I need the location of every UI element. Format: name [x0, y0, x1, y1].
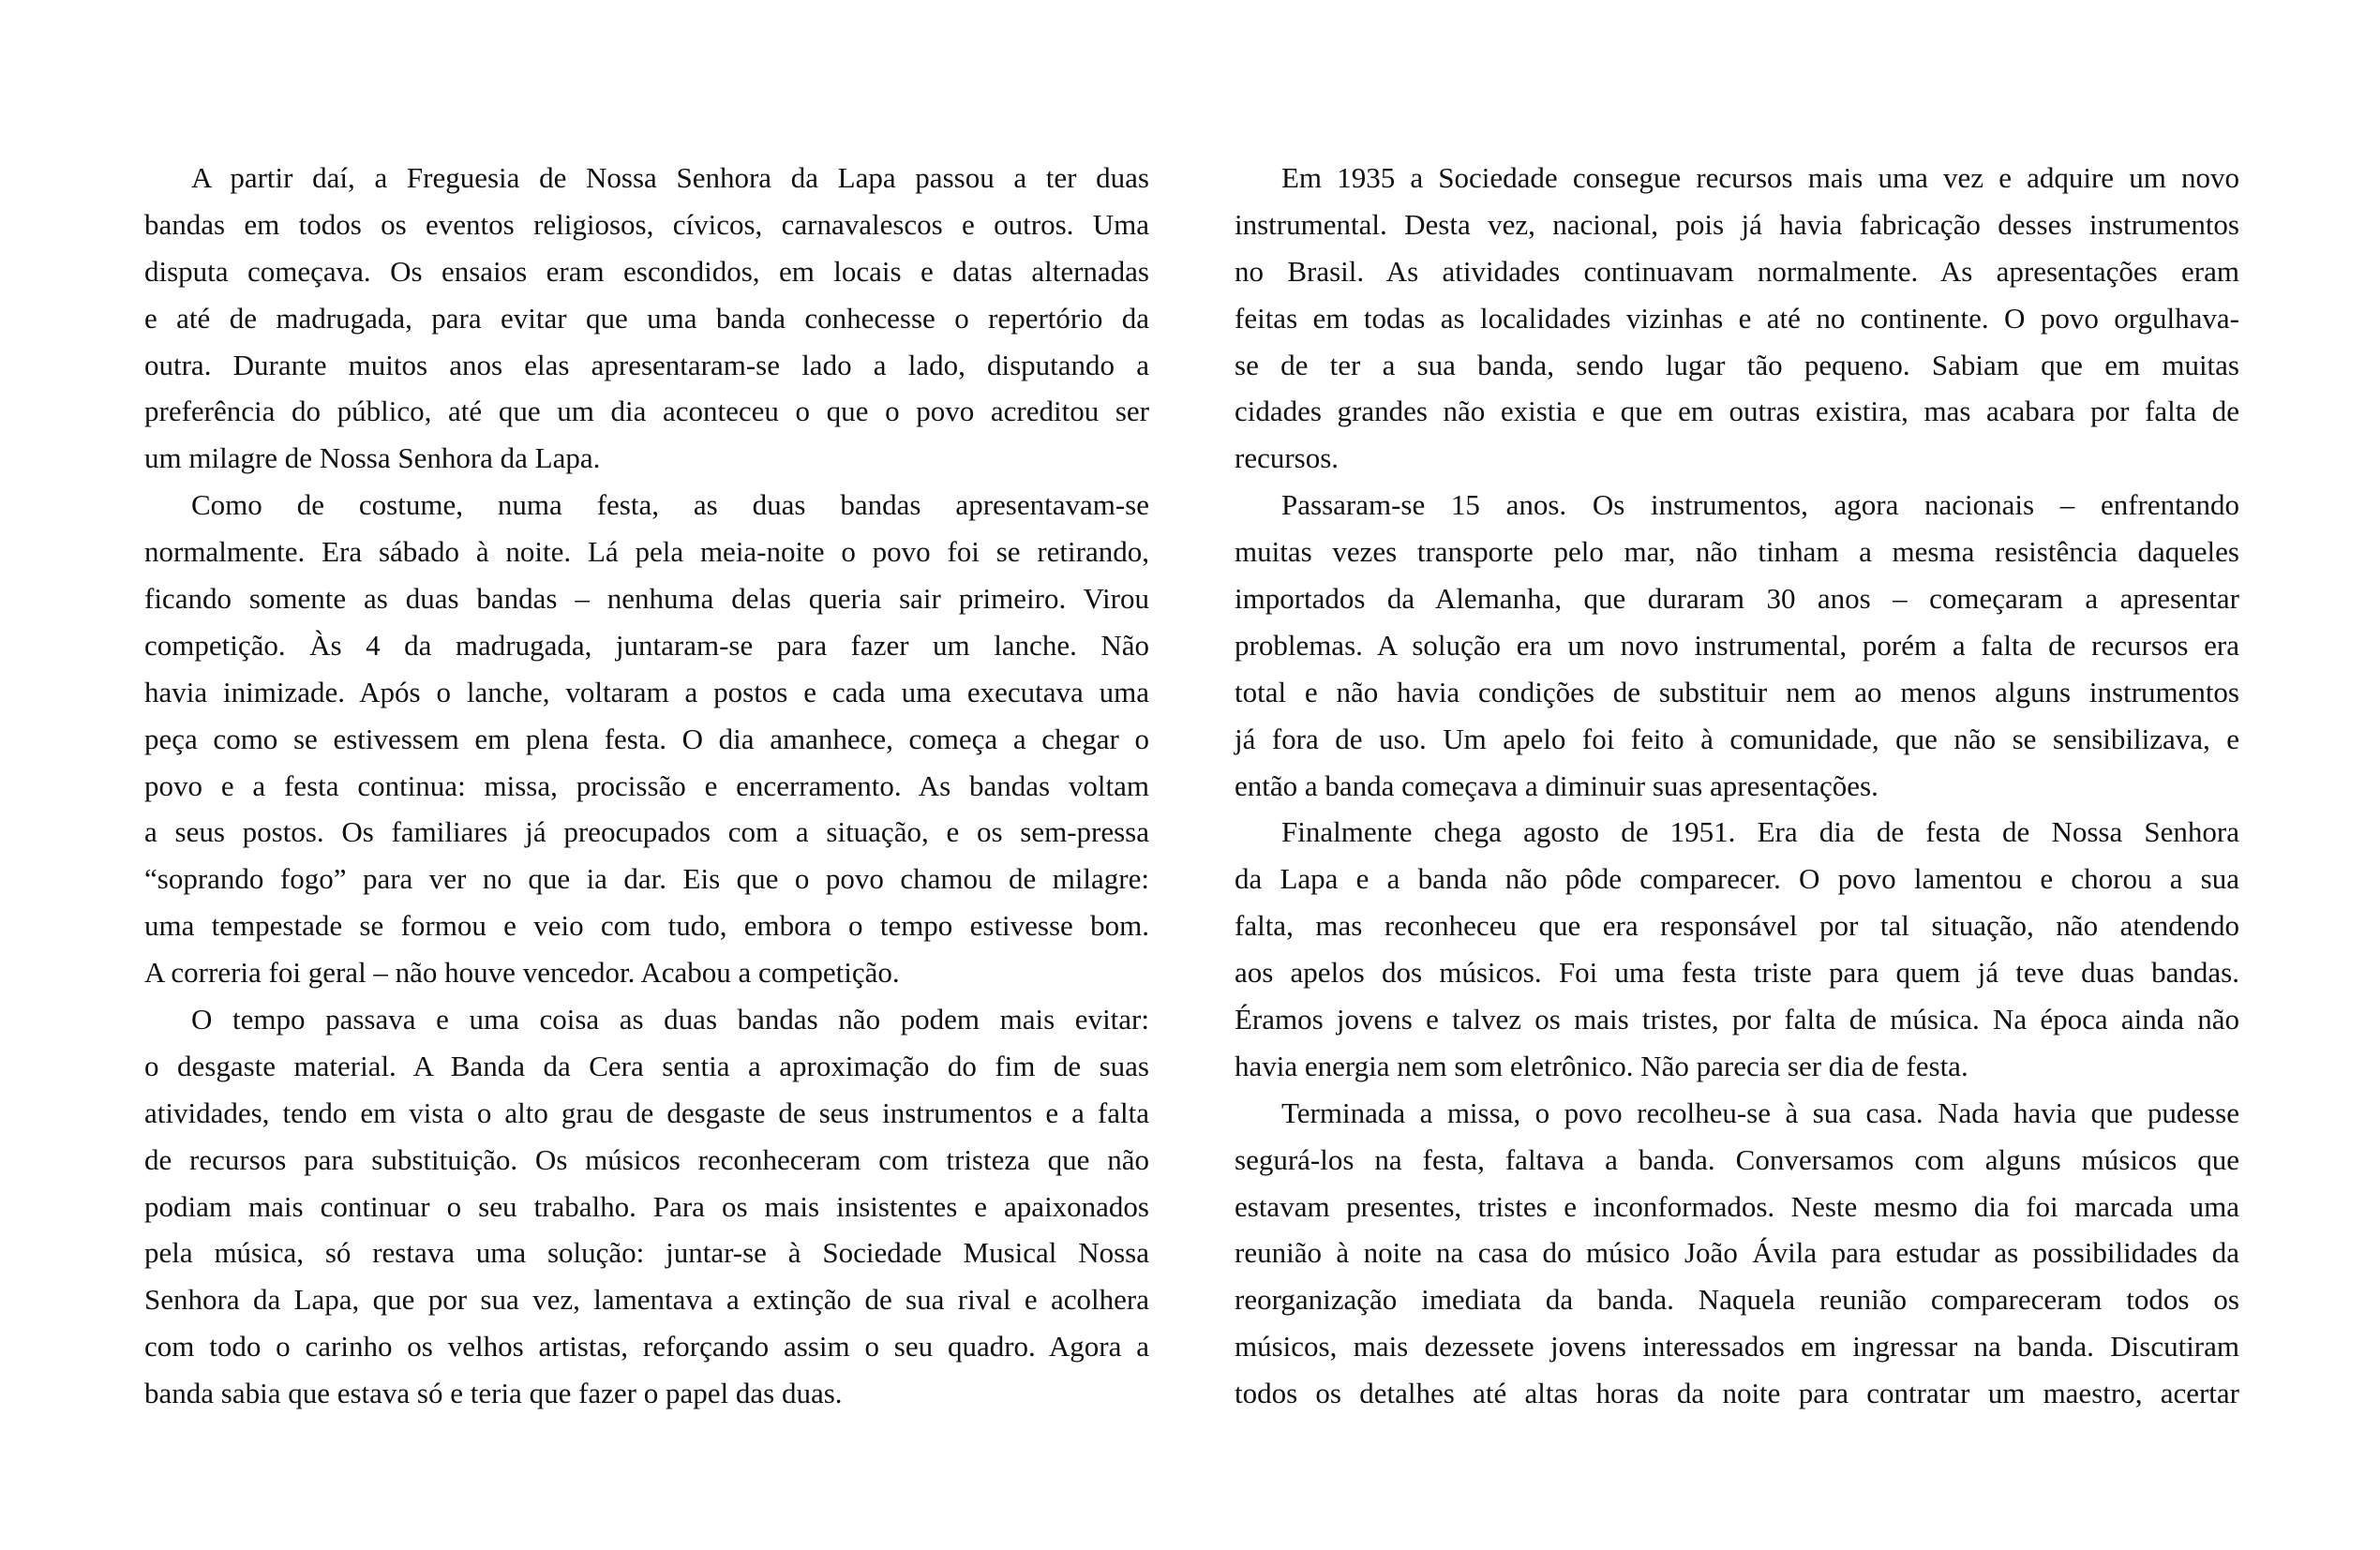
text-line: aos apelos dos músicos. Foi uma festa triste para quem já teve duas bandas.	[1235, 956, 2239, 990]
text-line: estavam presentes, tristes e inconformados. Neste mesmo dia foi marcada uma	[1235, 1189, 2239, 1223]
text-line: total e não havia condições de substituir nem ao menos alguns instrumentos	[1235, 675, 2239, 708]
text-line: Como de costume, numa festa, as duas bandas apresentavam-se	[191, 488, 1149, 522]
text-line: atividades, tendo em vista o alto grau de desgaste de seus instrumentos e a falta	[144, 1095, 1149, 1129]
right-page-column	[1235, 155, 2239, 1417]
text-line: disputa começava. Os ensaios eram escondidos, em locais e datas alternadas	[144, 254, 1149, 288]
text-line: um milagre de Nossa Senhora da Lapa.	[144, 441, 601, 475]
text-line: competição. Às 4 da madrugada, juntaram-se para fazer um lanche. Não	[144, 628, 1149, 662]
paragraph	[144, 482, 1149, 996]
text-line: se de ter a sua banda, sendo lugar tão pequeno. Sabiam que em muitas	[1235, 348, 2239, 381]
text-line: problemas. A solução era um novo instrumental, porém a falta de recursos era	[1235, 628, 2239, 662]
paragraph	[1235, 482, 2239, 809]
text-line: peça como se estivessem em plena festa. O dia amanhece, começa a chegar o	[144, 722, 1149, 755]
paragraph	[144, 996, 1149, 1417]
paragraph	[1235, 1090, 2239, 1417]
text-line: todos os detalhes até altas horas da noite para contratar um maestro, acertar	[1235, 1377, 2239, 1410]
text-line: “soprando fogo” para ver no que ia dar. Eis que o povo chamou de milagre:	[144, 862, 1149, 896]
text-line: normalmente. Era sábado à noite. Lá pela meia-noite o povo foi se retirando,	[144, 535, 1149, 569]
text-line: Passaram-se 15 anos. Os instrumentos, agora nacionais – enfrentando	[1281, 488, 2239, 522]
text-line: bandas em todos os eventos religiosos, cívicos, carnavalescos e outros. Uma	[144, 207, 1149, 241]
paragraph	[1235, 809, 2239, 1089]
text-line: a seus postos. Os familiares já preocupados com a situação, e os sem-pressa	[144, 815, 1149, 849]
text-line: pela música, só restava uma solução: juntar-se à Sociedade Musical Nossa	[144, 1236, 1149, 1270]
text-line: o desgaste material. A Banda da Cera sentia a aproximação do fim de suas	[144, 1049, 1149, 1082]
left-page-column	[144, 155, 1149, 1417]
text-line: com todo o carinho os velhos artistas, reforçando assim o seu quadro. Agora a	[144, 1330, 1149, 1364]
paragraph	[144, 155, 1149, 482]
text-line: havia energia nem som eletrônico. Não parecia ser dia de festa.	[1235, 1049, 1968, 1082]
text-line: muitas vezes transporte pelo mar, não tinham a mesma resistência daqueles	[1235, 535, 2239, 569]
text-line: O tempo passava e uma coisa as duas bandas não podem mais evitar:	[191, 1003, 1149, 1036]
text-line: banda sabia que estava só e teria que fazer o papel das duas.	[144, 1377, 843, 1410]
text-line: no Brasil. As atividades continuavam normalmente. As apresentações eram	[1235, 254, 2239, 288]
text-line: uma tempestade se formou e veio com tudo, embora o tempo estivesse bom.	[144, 909, 1149, 943]
text-line: segurá-los na festa, faltava a banda. Conversamos com alguns músicos que	[1235, 1142, 2239, 1176]
text-line: outra. Durante muitos anos elas apresentaram-se lado a lado, disputando a	[144, 348, 1149, 381]
text-line: preferência do público, até que um dia aconteceu o que o povo acreditou ser	[144, 395, 1149, 428]
text-line: já fora de uso. Um apelo foi feito à comunidade, que não se sensibilizava, e	[1235, 722, 2239, 755]
text-line: importados da Alemanha, que duraram 30 anos – começaram a apresentar	[1235, 582, 2239, 616]
text-line: Terminada a missa, o povo recolheu-se à sua casa. Nada havia que pudesse	[1281, 1095, 2239, 1129]
text-line: recursos.	[1235, 441, 1340, 475]
text-line: Éramos jovens e talvez os mais tristes, por falta de música. Na época ainda não	[1235, 1003, 2239, 1036]
text-line: instrumental. Desta vez, nacional, pois já havia fabricação desses instrumentos	[1235, 207, 2239, 241]
text-line: povo e a festa continua: missa, procissão e encerramento. As bandas voltam	[144, 768, 1149, 802]
text-line: A correria foi geral – não houve vencedor. Acabou a competição.	[144, 956, 900, 990]
text-line: da Lapa e a banda não pôde comparecer. O povo lamentou e chorou a sua	[1235, 862, 2239, 896]
text-line: e até de madrugada, para evitar que uma banda conhecesse o repertório da	[144, 301, 1149, 335]
text-line: cidades grandes não existia e que em outras existira, mas acabara por falta de	[1235, 395, 2239, 428]
text-line: reorganização imediata da banda. Naquela reunião compareceram todos os	[1235, 1283, 2239, 1317]
text-line: Senhora da Lapa, que por sua vez, lamentava a extinção de sua rival e acolhera	[144, 1283, 1149, 1317]
text-line: Finalmente chega agosto de 1951. Era dia de festa de Nossa Senhora	[1281, 815, 2239, 849]
text-line: A partir daí, a Freguesia de Nossa Senhora da Lapa passou a ter duas	[191, 161, 1149, 194]
text-line: músicos, mais dezessete jovens interessados em ingressar na banda. Discutiram	[1235, 1330, 2239, 1364]
text-line: falta, mas reconheceu que era responsável por tal situação, não atendendo	[1235, 909, 2239, 943]
text-line: então a banda começava a diminuir suas apresentações.	[1235, 768, 1879, 802]
text-line: reunião à noite na casa do músico João Ávila para estudar as possibilidades da	[1235, 1236, 2239, 1270]
text-line: de recursos para substituição. Os músicos reconheceram com tristeza que não	[144, 1142, 1149, 1176]
text-line: ficando somente as duas bandas – nenhuma delas queria sair primeiro. Virou	[144, 582, 1149, 616]
paragraph	[1235, 155, 2239, 482]
text-line: Em 1935 a Sociedade consegue recursos mais uma vez e adquire um novo	[1281, 161, 2239, 194]
text-line: podiam mais continuar o seu trabalho. Para os mais insistentes e apaixonados	[144, 1189, 1149, 1223]
text-line: feitas em todas as localidades vizinhas e até no continente. O povo orgulhava-	[1235, 301, 2239, 335]
text-line: havia inimizade. Após o lanche, voltaram a postos e cada uma executava uma	[144, 675, 1149, 708]
